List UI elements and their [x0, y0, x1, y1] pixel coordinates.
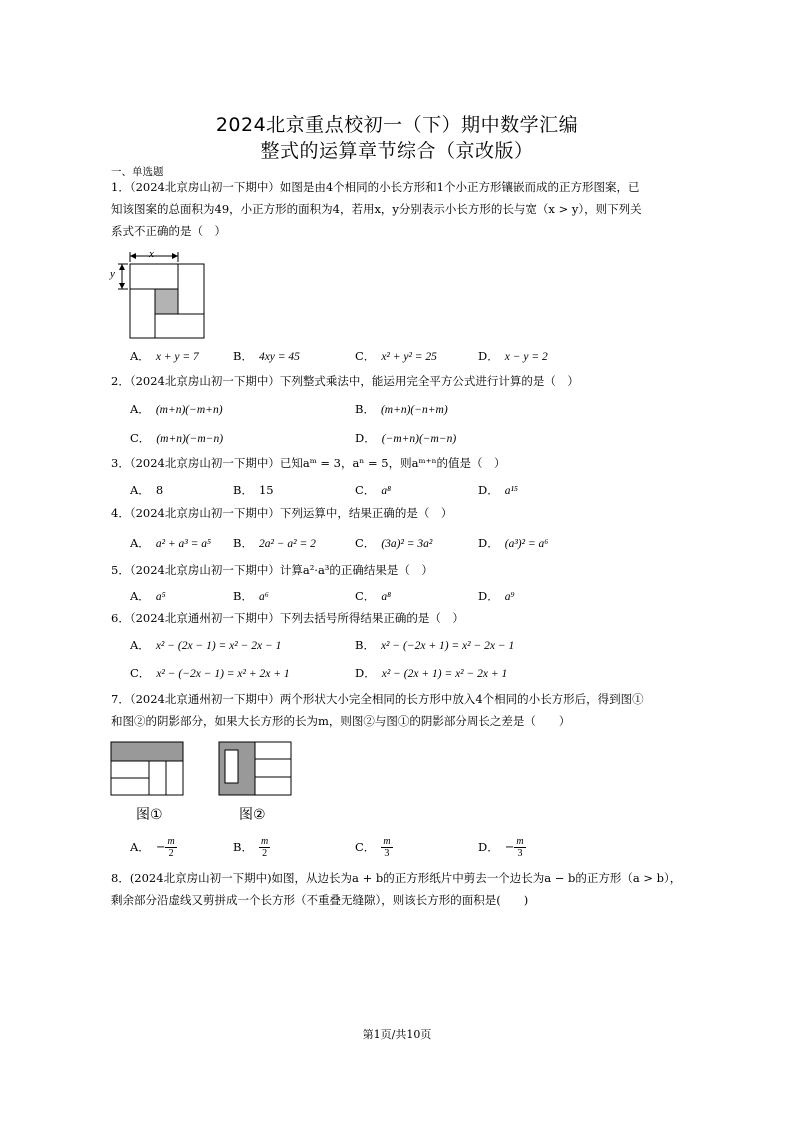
question-8: [111, 867, 701, 911]
option-b[interactable]: B． (m+n)(−n+m): [355, 402, 448, 416]
option-c[interactable]: C． (3a)² = 3a²: [355, 536, 433, 550]
option-d[interactable]: D． a⁹: [478, 589, 515, 603]
question-line: 和图②的阴影部分，如果大长方形的长为m，则图②与图①的阴影部分周长之差是（ ）: [111, 714, 571, 728]
page-footer: 第1页/共10页: [362, 1028, 432, 1041]
question-1: [111, 176, 691, 242]
section-heading: 一、单选题: [111, 166, 164, 178]
figure-label-y: y: [110, 268, 115, 280]
option-a[interactable]: A． x + y = 7: [130, 349, 199, 363]
option-b[interactable]: B． 15: [233, 483, 274, 497]
option-c[interactable]: C． a⁸: [355, 589, 392, 603]
figure-caption-2: 图②: [239, 807, 266, 823]
question-7-figure-2: [218, 741, 293, 797]
option-c[interactable]: C． x² − (−2x − 1) = x² + 2x + 1: [130, 666, 290, 680]
figure-caption-1: 图①: [136, 807, 163, 823]
option-c[interactable]: C． x² + y² = 25: [355, 349, 437, 363]
option-a[interactable]: A． a⁵: [130, 589, 166, 603]
option-a[interactable]: A． x² − (2x − 1) = x² − 2x − 1: [130, 638, 282, 652]
question-line: 1．（2024北京房山初一下期中）如图是由4个相同的小长方形和1个小正方形镶嵌而成的正方形图案，已: [111, 180, 640, 194]
option-a[interactable]: A． (m+n)(−m+n): [130, 402, 223, 416]
question-line: 7．（2024北京通州初一下期中）两个形状大小完全相同的长方形中放入4个相同的小长方形后，得到图①: [111, 692, 644, 706]
option-c[interactable]: C． $\frac{m}{3}$: [355, 836, 391, 859]
option-d[interactable]: D． − $\frac{m}{3}$: [478, 836, 524, 859]
question-7: [111, 688, 691, 732]
question-5: [111, 559, 691, 581]
option-b[interactable]: B． a⁶: [233, 589, 269, 603]
option-b[interactable]: B． 2a² − a² = 2: [233, 536, 316, 550]
question-7-figure-1: [110, 741, 185, 797]
option-c[interactable]: C． (m+n)(−m−n): [130, 431, 224, 445]
question-line: 剩余部分沿虚线又剪拼成一个长方形（不重叠无缝隙），则该长方形的面积是( ): [111, 893, 529, 907]
question-line: 8．(2024北京房山初一下期中)如图，从边长为a + b的正方形纸片中剪去一个边长为a − b的正方形（a > b），: [111, 871, 682, 885]
question-1-figure: [108, 248, 210, 342]
option-a[interactable]: A． − $\frac{m}{2}$: [130, 836, 175, 859]
option-c[interactable]: C． a⁸: [355, 483, 392, 497]
document-subtitle: 整式的运算章节综合（京改版）: [260, 140, 534, 162]
question-line: 系式不正确的是（ ）: [111, 224, 226, 238]
question-line: 知该图案的总面积为49，小正方形的面积为4，若用x，y分别表示小长方形的长与宽（x > y），则下列关: [111, 202, 642, 216]
figure-label-x: x: [149, 248, 154, 260]
question-6: [111, 607, 691, 629]
question-line: 5．（2024北京房山初一下期中）计算a²·a³的正确结果是（ ）: [111, 563, 433, 577]
question-line: 6．（2024北京通州初一下期中）下列去括号所得结果正确的是（ ）: [111, 611, 464, 625]
option-b[interactable]: B． $\frac{m}{2}$: [233, 836, 269, 859]
question-2: [111, 370, 691, 392]
question-line: 3．（2024北京房山初一下期中）已知aᵐ = 3，aⁿ = 5，则aᵐ⁺ⁿ的值是（ ）: [111, 456, 506, 470]
option-d[interactable]: D． (−m+n)(−m−n): [355, 431, 457, 445]
option-d[interactable]: D． (a³)² = a⁶: [478, 536, 549, 550]
option-d[interactable]: D． a¹⁵: [478, 483, 518, 497]
question-3: [111, 452, 691, 474]
option-b[interactable]: B． x² − (−2x + 1) = x² − 2x − 1: [355, 638, 515, 652]
question-line: 4．（2024北京房山初一下期中）下列运算中，结果正确的是（ ）: [111, 506, 453, 520]
question-line: 2．（2024北京房山初一下期中）下列整式乘法中，能运用完全平方公式进行计算的是（ ）: [111, 374, 579, 388]
option-b[interactable]: B． 4xy = 45: [233, 349, 300, 363]
document-title: 2024北京重点校初一（下）期中数学汇编: [215, 114, 579, 136]
option-d[interactable]: D． x² − (2x + 1) = x² − 2x + 1: [355, 666, 508, 680]
option-d[interactable]: D． x − y = 2: [478, 349, 548, 363]
option-a[interactable]: A． a² + a³ = a⁵: [130, 536, 211, 550]
option-a[interactable]: A． 8: [130, 483, 164, 497]
question-4: [111, 502, 691, 524]
